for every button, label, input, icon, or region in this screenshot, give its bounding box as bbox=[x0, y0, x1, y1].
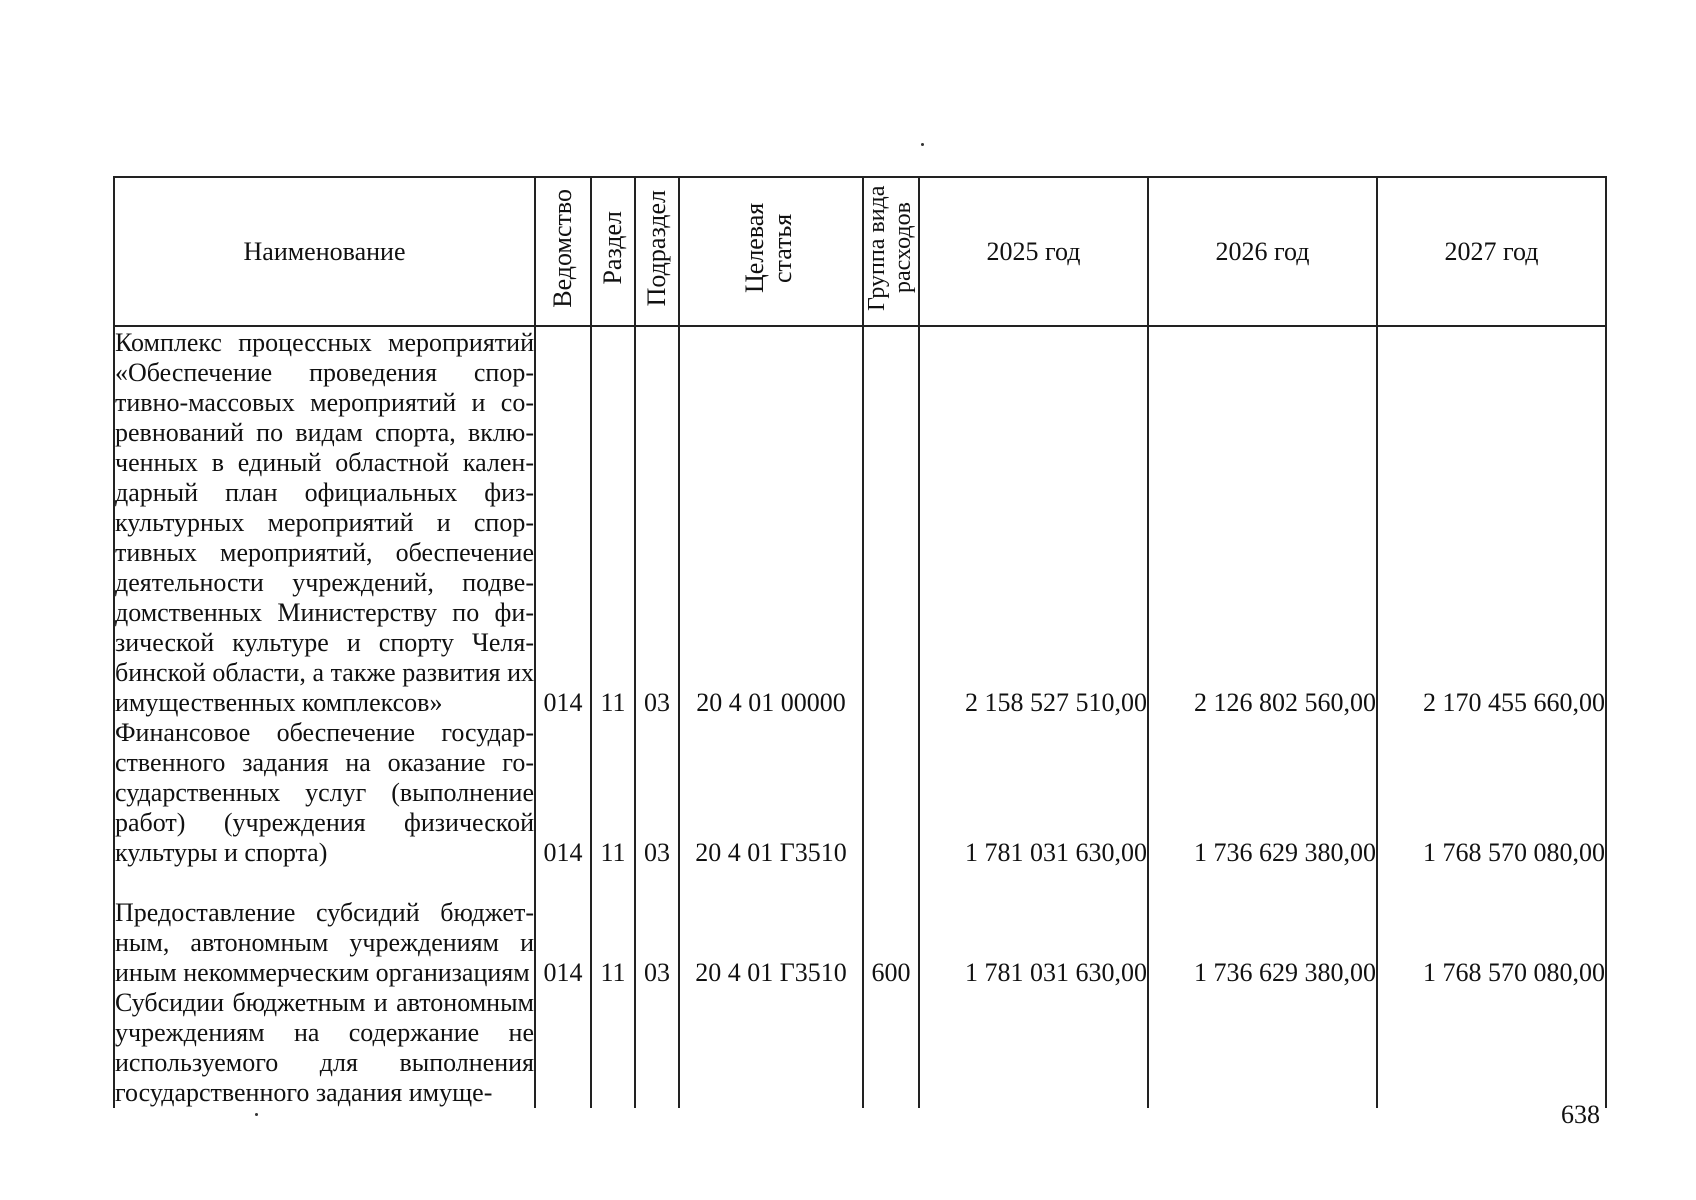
row-2025 bbox=[919, 988, 1148, 1108]
row-expense-group bbox=[863, 988, 919, 1108]
table-row bbox=[114, 718, 1606, 868]
header-subsection: Подраздел bbox=[635, 177, 679, 326]
row-name: Финансовое обеспечение государственного задания на оказание государственных услуг (выполнение работ) (учреждения физической культуры и спорта) bbox=[115, 718, 534, 867]
row-2026: 1 736 629 380,00 bbox=[1148, 718, 1377, 868]
row-2026: 2 126 802 560,00 bbox=[1148, 326, 1377, 718]
row-target-article bbox=[679, 988, 863, 1108]
row-section bbox=[591, 988, 635, 1108]
header-2025: 2025 год bbox=[919, 177, 1148, 326]
row-name: Субсидии бюджетным и автономным учреждениям на содержание не используемого для выполнения государственного задания имуще- bbox=[115, 988, 534, 1107]
header-name: Наименование bbox=[114, 177, 535, 326]
row-expense-group bbox=[863, 326, 919, 718]
row-section: 11 bbox=[591, 718, 635, 868]
row-section: 11 bbox=[591, 326, 635, 718]
row-2026: 1 736 629 380,00 bbox=[1148, 868, 1377, 988]
row-2026 bbox=[1148, 988, 1377, 1108]
row-subsection: 03 bbox=[635, 868, 679, 988]
table-row bbox=[114, 326, 1606, 718]
budget-table bbox=[113, 176, 1607, 1108]
page-number: 638 bbox=[1561, 1100, 1600, 1129]
stray-dot-top bbox=[921, 143, 924, 146]
row-department: 014 bbox=[535, 718, 591, 868]
row-subsection bbox=[635, 988, 679, 1108]
row-department: 014 bbox=[535, 326, 591, 718]
header-2026: 2026 год bbox=[1148, 177, 1377, 326]
row-subsection: 03 bbox=[635, 326, 679, 718]
row-2027: 1 768 570 080,00 bbox=[1377, 868, 1606, 988]
row-target-article: 20 4 01 Г3510 bbox=[679, 868, 863, 988]
row-section: 11 bbox=[591, 868, 635, 988]
stray-dot-bottom bbox=[255, 1113, 258, 1116]
header-expense-group: Группа вида расходов bbox=[863, 177, 919, 326]
row-expense-group bbox=[863, 718, 919, 868]
header-department: Ведомство bbox=[535, 177, 591, 326]
row-2025: 1 781 031 630,00 bbox=[919, 868, 1148, 988]
row-name: Комплекс процессных мероприятий «Обеспечение проведения спортивно-массовых мероприятий и соревнований по видам спорта, включенных в единый областной календарный план официальных физкультурных мероприятий и спортивных мероприятий, обеспечение деятельности учреждений, подведомственных Министерству по физической культуре и спорту Челябинской области, а также развития их имущественных комплексов» bbox=[115, 328, 534, 717]
row-expense-group: 600 bbox=[863, 868, 919, 988]
header-2027: 2027 год bbox=[1377, 177, 1606, 326]
row-2027 bbox=[1377, 988, 1606, 1108]
row-department: 014 bbox=[535, 868, 591, 988]
row-2025: 1 781 031 630,00 bbox=[919, 718, 1148, 868]
table-row bbox=[114, 988, 1606, 1108]
table-header-row bbox=[114, 177, 1606, 326]
row-target-article: 20 4 01 00000 bbox=[679, 326, 863, 718]
row-name: Предоставление субсидий бюджетным, автономным учреждениям и иным некоммерческим организациям bbox=[114, 868, 535, 988]
row-2027: 1 768 570 080,00 bbox=[1377, 718, 1606, 868]
row-target-article: 20 4 01 Г3510 bbox=[679, 718, 863, 868]
row-department bbox=[535, 988, 591, 1108]
row-2027: 2 170 455 660,00 bbox=[1377, 326, 1606, 718]
row-subsection: 03 bbox=[635, 718, 679, 868]
row-2025: 2 158 527 510,00 bbox=[919, 326, 1148, 718]
header-section: Раздел bbox=[591, 177, 635, 326]
header-target-article: Целевая статья bbox=[679, 177, 863, 326]
table-row bbox=[114, 868, 1606, 988]
